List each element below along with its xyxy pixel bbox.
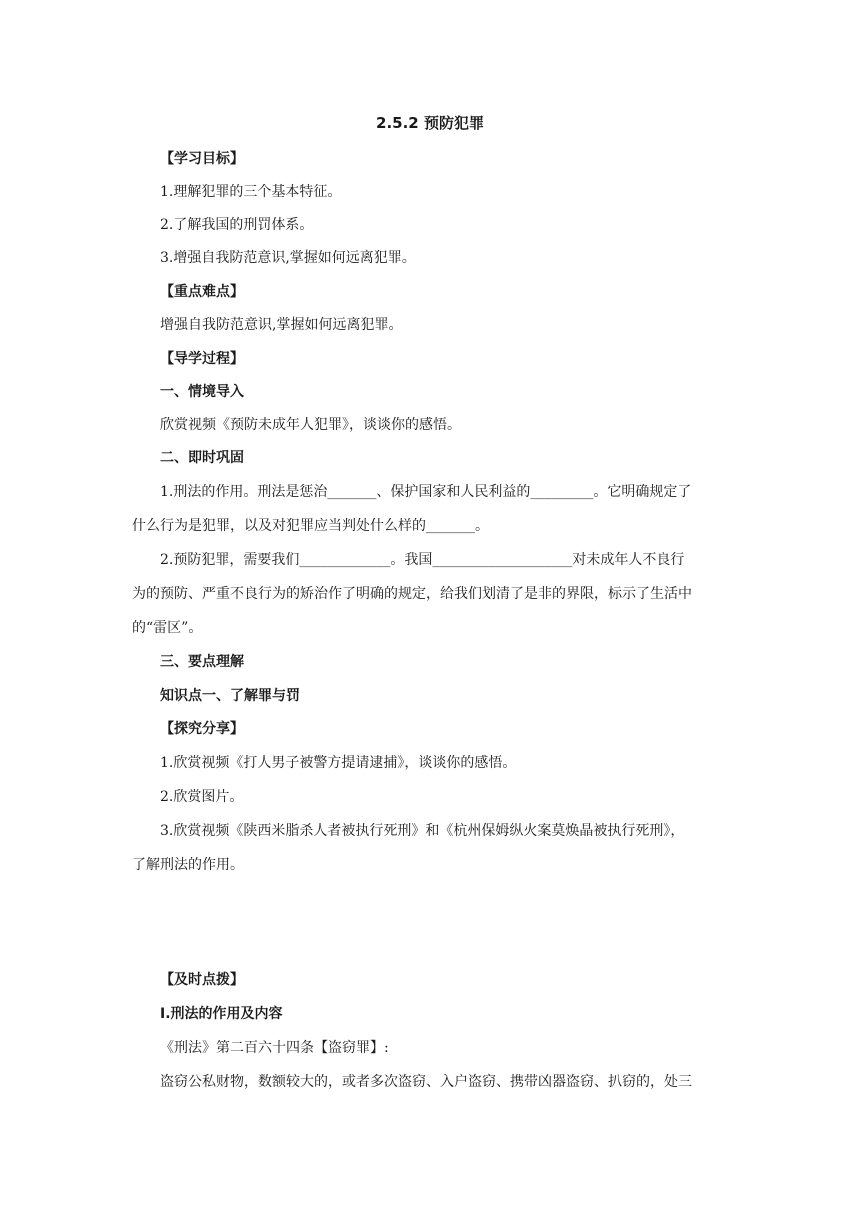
key-points-text: 增强自我防范意识,掌握如何远离犯罪。: [160, 317, 403, 333]
knowledge-point-1: 知识点一、了解罪与罚: [160, 688, 300, 704]
explore-item-1: 1.欣赏视频《打人男子被警方提请逮捕》，谈谈你的感悟。: [160, 755, 517, 771]
law-reference: 《刑法》第二百六十四条【盗窃罪】:: [160, 1040, 389, 1056]
explore-item-2: 2.欣赏图片。: [160, 789, 244, 805]
explore-heading: 【探究分享】: [160, 721, 244, 737]
section-consolidate-heading: 二、即时巩固: [160, 450, 244, 466]
question-2-line-3: 的“雷区”。: [132, 620, 203, 636]
question-1-line-2: 什么行为是犯罪，以及对犯罪应当判处什么样的_______。: [132, 518, 489, 534]
section-intro-text: 欣赏视频《预防未成年人犯罪》，谈谈你的感悟。: [160, 417, 461, 433]
law-text: 盗窃公私财物，数额较大的，或者多次盗窃、入户盗窃、携带凶器盗窃、扒窃的，处三: [160, 1074, 692, 1090]
section-intro-heading: 一、情境导入: [160, 384, 244, 400]
tips-subheading-1: Ⅰ.刑法的作用及内容: [160, 1006, 283, 1022]
section-understanding-heading: 三、要点理解: [160, 654, 244, 670]
explore-item-3: 3.欣赏视频《陕西米脂杀人者被执行死刑》和《杭州保姆纵火案莫焕晶被执行死刑》，: [160, 823, 685, 839]
page-title: 2.5.2 预防犯罪: [376, 114, 484, 132]
learning-goal-2: 2.了解我国的刑罚体系。: [160, 217, 314, 233]
question-2-line-2: 为的预防、严重不良行为的矫治作了明确的规定，给我们划清了是非的界限，标示了生活中: [132, 586, 692, 602]
tips-heading: 【及时点拨】: [160, 972, 244, 988]
learning-goals-heading: 【学习目标】: [160, 151, 244, 167]
learning-goal-1: 1.理解犯罪的三个基本特征。: [160, 184, 342, 200]
question-2-line-1: 2.预防犯罪，需要我们_____________。我国____________________对未成年人不良行: [160, 552, 685, 568]
explore-item-3-continued: 了解刑法的作用。: [132, 857, 244, 873]
learning-goal-3: 3.增强自我防范意识,掌握如何远离犯罪。: [160, 250, 416, 266]
key-points-heading: 【重点难点】: [160, 284, 244, 300]
question-1-line-1: 1.刑法的作用。刑法是惩治_______、保护国家和人民利益的_________。它明确规定了: [160, 484, 692, 500]
process-heading: 【导学过程】: [160, 351, 244, 367]
